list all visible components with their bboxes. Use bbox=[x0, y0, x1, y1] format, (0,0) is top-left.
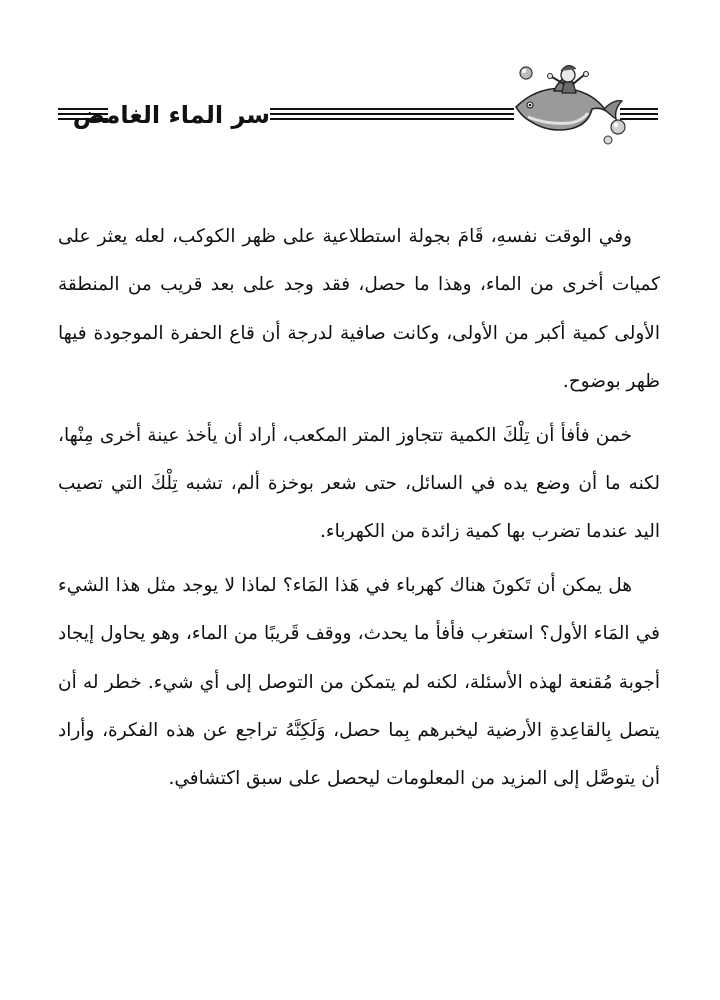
paragraph: هل يمكن أن تَكونَ هناك كهرباء في هَذا المَاء؟ لماذا لا يوجد مثل هذا الشيء في المَاء الأول؟ استغرب فأفأ ما يحدث، ووقف قَريبًا من الماء، وهو يحاول إيجاد أجوبة مُقنعة لهذه الأسئلة، لكنه لم يتمكن من التوصل إلى أي شيء. خطر له أن يتصل بِالقاعِدةِ الأرضية ليخبرهم بِما حصل، وَلَكِنَّهُ تراجع عن هذه الفكرة، وأراد أن يتوصَّل إلى المزيد من المعلومات ليحصل على سبق اكتشافي. bbox=[58, 574, 660, 790]
decorative-rule-middle bbox=[270, 108, 514, 122]
chapter-header bbox=[0, 55, 720, 155]
paragraph: وفي الوقت نفسهِ، قَامَ بجولة استطلاعية على ظهر الكوكب، لعله يعثر على كميات أخرى من الماء، وهذا ما حصل، فقد وجد على بعد قريب من المنطقة الأولى كمية أكبر من الأولى، وكانت صافية لدرجة أن قاع الحفرة الموجودة فيها ظهر بوضوح. bbox=[58, 226, 660, 393]
paragraph: خمن فأفأ أن تِلْكَ الكمية تتجاوز المتر المكعب، أراد أن يأخذ عينة أخرى مِنْها، لكنه ما أن وضع يده في السائل، حتى شعر بوخزة ألم، تشبه تِلْكَ التي تصيب اليد عندما تضرب بها كمية زائدة من الكهرباء. bbox=[58, 424, 660, 543]
dolphin-rider-icon bbox=[508, 55, 628, 147]
chapter-title: سر الماء الغامض bbox=[72, 101, 270, 129]
story-text bbox=[58, 213, 660, 809]
